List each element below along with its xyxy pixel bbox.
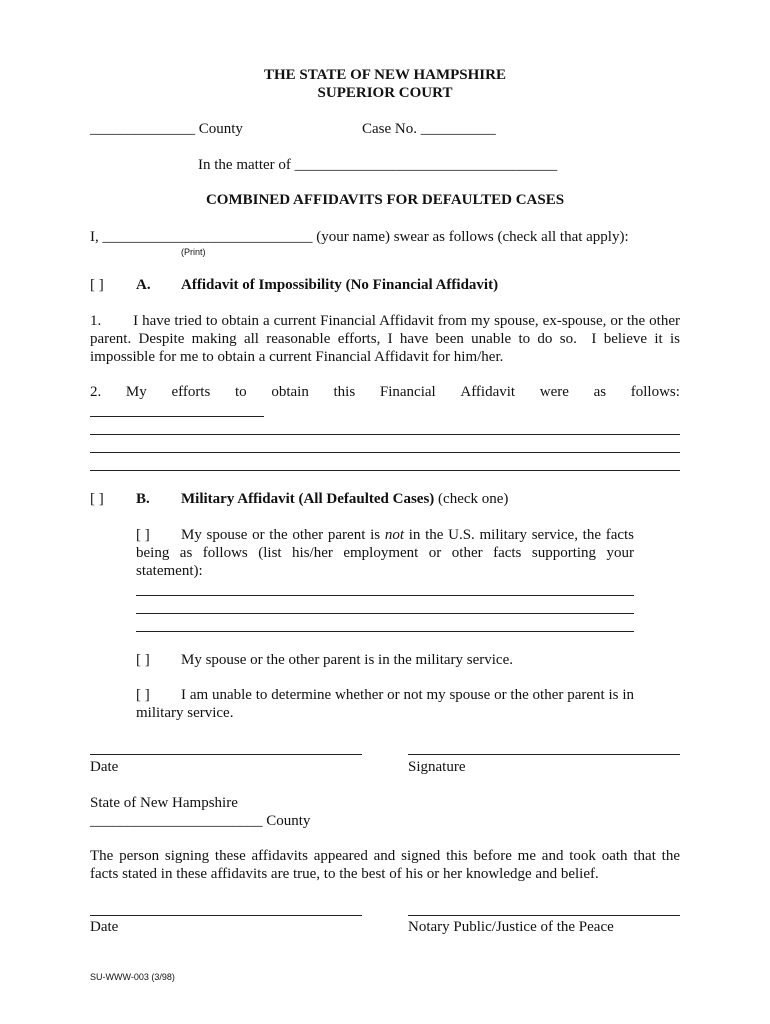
option-1-text-after: in the U.S. military service, the facts being as follows (list his/her employment or other facts supporting your statement):: [136, 527, 635, 579]
county-label: County: [198, 121, 243, 137]
section-a-paragraph-1: 1. I have tried to obtain a current Financial Affidavit from my spouse, ex-spouse, or the other parent. Despite making all reasonable efforts, I have been unable to do so. I believe it is impossible for me to obtain a current Financial Affidavit for him/her.: [90, 313, 684, 365]
facts-answer-line[interactable]: [136, 613, 634, 614]
notary-label: Notary Public/Justice of the Peace: [408, 919, 614, 935]
county-blank[interactable]: ______________: [90, 121, 195, 137]
para2-word: Affidavit: [460, 384, 516, 400]
case-number-caption: [362, 120, 496, 138]
para2-word: to: [235, 384, 247, 400]
county-caption: [90, 120, 243, 138]
case-label: Case No.: [362, 121, 417, 137]
option-2-text: My spouse or the other parent is in the military service.: [181, 652, 513, 668]
form-title: COMBINED AFFIDAVITS FOR DEFAULTED CASES: [205, 192, 565, 208]
option-1-checkbox[interactable]: [ ]: [136, 527, 150, 543]
notary-county-line: [90, 812, 310, 830]
facts-answer-line[interactable]: [136, 595, 634, 596]
print-note: (Print): [181, 247, 206, 257]
para2-word: were: [539, 384, 569, 400]
intro-line: [90, 228, 629, 246]
para2-word: as: [593, 384, 607, 400]
facts-answer-line[interactable]: [136, 631, 634, 632]
option-1-text-italic: not: [384, 527, 404, 543]
state-heading: THE STATE OF NEW HAMPSHIRE: [264, 67, 506, 83]
signature-line[interactable]: [408, 754, 680, 755]
intro-suffix: (your name) swear as follows (check all that apply):: [316, 229, 629, 245]
court-heading: SUPERIOR COURT: [317, 85, 453, 101]
name-blank[interactable]: ____________________________: [102, 229, 313, 245]
matter-label: In the matter of: [198, 157, 291, 173]
notary-signature-line[interactable]: [408, 915, 680, 916]
option-1-text-before: My spouse or the other parent is: [181, 527, 381, 543]
para2-word: obtain: [271, 384, 309, 400]
efforts-answer-line[interactable]: [90, 434, 680, 435]
form-number: SU-WWW-003 (3/98): [90, 972, 175, 982]
section-b-checkbox[interactable]: [ ]: [90, 491, 104, 507]
case-number-blank[interactable]: __________: [420, 121, 496, 137]
date-line[interactable]: [90, 754, 362, 755]
section-a-checkbox[interactable]: [ ]: [90, 277, 104, 293]
matter-caption: [198, 156, 557, 174]
para2-word: this: [333, 384, 356, 400]
section-a-paragraph-2: [90, 383, 680, 401]
para2-word: follows:: [630, 384, 680, 400]
option-3-text: I am unable to determine whether or not my spouse or the other parent is in military service.: [136, 687, 634, 721]
notary-date-label: Date: [90, 919, 119, 935]
notary-county-label: County: [266, 813, 311, 829]
para2-word: Financial: [379, 384, 436, 400]
notary-county-blank[interactable]: _______________________: [90, 813, 263, 829]
section-b-heading: [181, 490, 508, 508]
check-one-note: (check one): [438, 491, 509, 507]
section-a-title: Affidavit of Impossibility (No Financial Affidavit): [181, 277, 499, 293]
signature-label: Signature: [408, 759, 466, 775]
para2-word: My: [125, 384, 147, 400]
efforts-answer-line[interactable]: [90, 452, 680, 453]
section-b-title: Military Affidavit (All Defaulted Cases): [181, 491, 435, 507]
efforts-answer-line[interactable]: [90, 470, 680, 471]
notary-statement: The person signing these affidavits appeared and signed this before me and took oath that the facts stated in these affidavits are true, to the best of his or her knowledge and belief.: [90, 848, 680, 882]
date-label: Date: [90, 759, 119, 775]
option-3-checkbox[interactable]: [ ]: [136, 687, 150, 703]
notary-state: State of New Hampshire: [90, 795, 238, 811]
option-2-checkbox[interactable]: [ ]: [136, 652, 150, 668]
notary-date-line[interactable]: [90, 915, 362, 916]
section-a-letter: A.: [136, 277, 151, 293]
intro-prefix: I,: [90, 229, 99, 245]
para2-word: 2.: [90, 384, 102, 400]
matter-blank[interactable]: ___________________________________: [294, 157, 558, 173]
para2-word: efforts: [171, 384, 211, 400]
efforts-answer-line[interactable]: [90, 416, 264, 417]
section-b-letter: B.: [136, 491, 150, 507]
option-1-text: [136, 526, 634, 580]
